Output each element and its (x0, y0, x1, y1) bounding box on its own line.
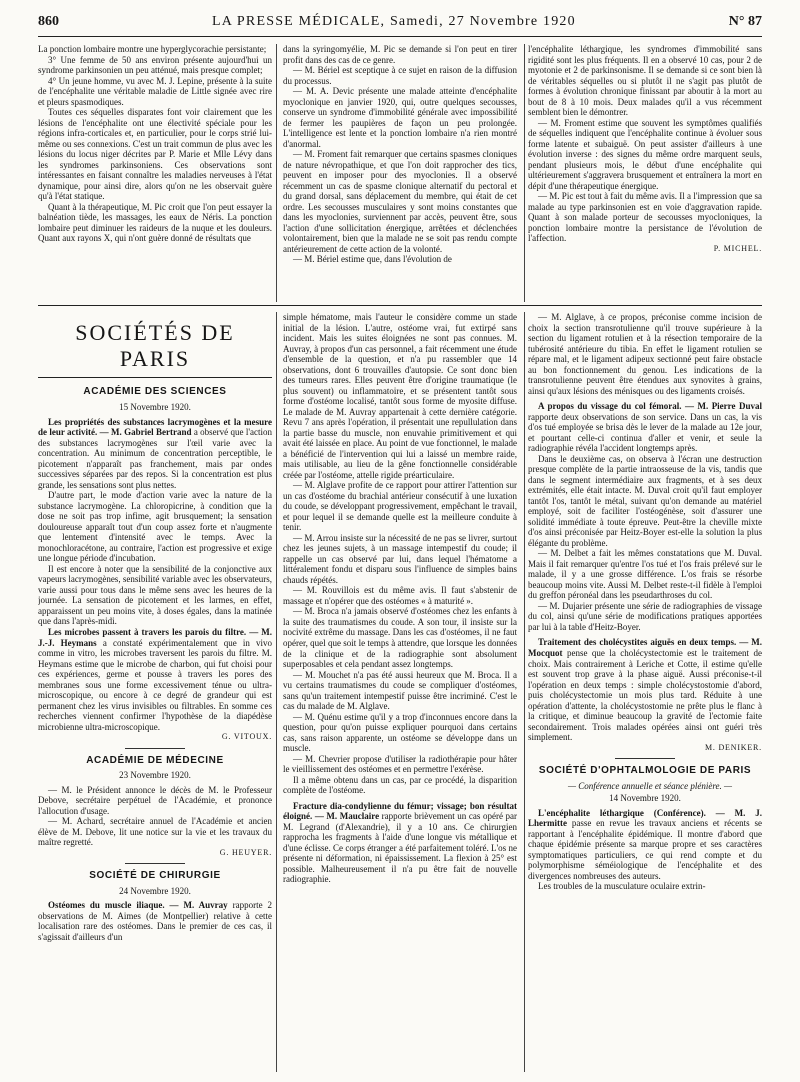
session-date: 14 Novembre 1920. (609, 793, 681, 804)
paragraph: — M. Quénu estime qu'il y a trop d'inconnues encore dans la question, pour qu'on puisse expliquer pourquoi dans certains cas, sans raison apparente, un ostéome se développe dans un muscle. (283, 711, 517, 754)
paragraph: a constaté expérimentalement que in vivo comme in vitro, les microbes traversent les parois du filtre. M. Heymans estime que le microbe de charbon, qui fut choisi pour ces expériences, germe et pousse à travers les pores des membranes sous une forme excessivement ténue ou ultra-microscopique, ou encore à ce degré de grandeur qui est permanent chez les virus invisibles ou filtrables. En somme ces recherches viennent confirmer l'hypothèse de la diapédèse microbienne ultra-microscopique. (38, 637, 272, 732)
societes-section (38, 312, 762, 1072)
paragraph: 3° Une femme de 50 ans environ présente aujourd'hui un syndrome parkinsonien un peu atténué, mais presque complet; (38, 54, 272, 76)
paragraph: Toutes ces séquelles disparates font voir clairement que les lésions de l'encéphalite ont une électivité spéciale pour les régions infra-corticales et, en particulier, pour le corps strié lui-même ou ses connexions. C'est un trait commun de plus avec les lésions du locus niger décrites par P. Marie et Mlle Lévy dans les syndromes parkinsoniens. Ces observations sont intéressantes en faisant connaître les maladies nerveuses à l'état dynamique, pour ainsi dire, alors qu'on ne les observait guère qu'à l'état statique. (38, 107, 272, 202)
top-column-3 (528, 44, 762, 302)
session-subtitle: — Conférence annuelle et séance plénière. — (567, 780, 733, 791)
banner-rule (38, 377, 272, 378)
divider (615, 758, 675, 759)
column-divider (524, 44, 525, 302)
paragraph: Dans le deuxième cas, on observa à l'écran une destruction presque complète de la partie intraosseuse de la vis, tandis que dans le segment intermédiaire aux fragments, et à ses deux extrémités, elle était intacte. M. Duval croit qu'il faut employer tantôt l'os, tantôt le métal, suivant qu'on demande au matériel employé, soit de faciliter l'ostéogénèse, soit d'assurer une solidité immédiate à toute épreuve. Peut-être la cheville mixte d'os ainsi préconisée par Heitz-Boyer est-elle la solution la plus élégante du problème. (528, 453, 762, 548)
paragraph: dans la syringomyélie, M. Pic se demande si l'on peut en tirer profit dans des cas de ce genre. (283, 44, 517, 65)
paragraph: La ponction lombaire montre une hyperglycorachie persistante; (38, 44, 267, 54)
paragraph: — M. Chevrier propose d'utiliser la radiothérapie pour hâter le vieillissement des ostéomes et en permettre l'exérèse. (283, 753, 517, 775)
paragraph: — M. Bériel est sceptique à ce sujet en raison de la diffusion du processus. (283, 65, 517, 86)
page-header (38, 14, 762, 37)
paragraph: — M. A. Devic présente une malade atteinte d'encéphalite myoclonique en janvier 1920, qui, outre quelques secousses, conserve un syndrome d'immobilité générale avec impossibilité de fermer les paupières de façon un peu prolongée. L'intelligence est lente et la ponction lombaire n'a rien montré d'anormal. (283, 86, 517, 149)
paragraph: l'encéphalite léthargique, les syndromes d'immobilité sans rigidité sont les plus fréquents. Il en a observé 10 cas, pour 2 de myotonie et 2 de parkinsonisme. Il se demande si ce sont bien là de véritables séquelles ou si plutôt il ne s'agit pas plutôt de formes à évolution chronique finissant par aboutir à la mort au bout de 8 à 10 mois. Deux malades qu'il a vus récemment semblent bien le démontrer. (528, 44, 762, 118)
article-heading: Traitement des cholécystites aiguës en deux temps. — M. Mocquot (528, 637, 762, 658)
paragraph: 4° Un jeune homme, vu avec M. J. Lepine, présente à la suite de l'encéphalite une véritable maladie de Little signée avec rire et pleurs spasmodiques. (38, 75, 272, 107)
paragraph: — M. Bériel estime que, dans l'évolution de (293, 254, 452, 265)
paragraph: Quant à la thérapeutique, M. Pic croit que l'on peut essayer la balnéation tiède, les massages, les eaux de Néris. La ponction lombaire peut diminuer les raideurs de la nuque et les douleurs. Quant aux rayons X, qui n'ont guère donné de résultats que (38, 201, 272, 244)
article-heading: L'encéphalite léthargique (Conférence). — M. J. Lhermitte (528, 807, 762, 829)
article-heading: Les microbes passent à travers les parois du filtre. — M. J.-J. Heymans (38, 626, 272, 648)
article-heading: Les propriétés des substances lacrymogènes et la mesure de leur activité. — M. Gabriel Bertrand (38, 416, 272, 438)
paragraph: rapporte 2 observations de M. Aimes (de Montpellier) relative à cette localisation rare des ostéomes. Dans le premier de ces cas, il s'agissait d'ailleurs d'un (38, 900, 272, 942)
paragraph: — M. Pic est tout à fait du même avis. Il a l'impression que sa malade au type parkinsonien est en voie d'aggravation rapide. Quant à son malade porteur de secousses myocloniques, la ponction lombaire montre la persistance de l'évolution de l'affection. (528, 191, 762, 244)
column-divider (276, 312, 277, 1072)
paragraph: — M. Broca n'a jamais observé d'ostéomes chez les enfants à la suite des traumatismes du coude. A son tour, il insiste sur la nocivité extrême du massage. Dans les cas d'ostéomes, il ne faut opérer, quel que soit le temps à attendre, que lorsque les données de la clinique et de la radiographie sont absolument superposables et cela pendant assez longtemps. (283, 606, 517, 670)
society-title: ACADÉMIE DE MÉDECINE (86, 754, 224, 766)
issue-number: N° 87 (728, 14, 762, 29)
session-date: 23 Novembre 1920. (119, 770, 191, 781)
author-signature: P. MICHEL. (713, 243, 762, 253)
paragraph: — M. Rouvillois est du même avis. Il faut s'abstenir de massage et n'opérer que des ostéomes « à maturité ». (283, 585, 517, 606)
divider (125, 863, 185, 864)
author-signature: M. DENIKER. (704, 742, 762, 752)
paragraph: rapporte brièvement un cas opéré par M. Legrand (d'Alexandrie), il y a 10 ans. Ce chirurgien rapprocha les fragments à l'aide d'une longue vis métallique et d'une éclisse. Ce corps étranger a été parfaitement toléré. L'os ne présente ni déformation, ni épaississement. La flexion à 25° est possible. Malheureusement il n'a pu être fait de nouvelle radiographie. (283, 811, 517, 885)
page-number: 860 (38, 14, 59, 29)
top-column-2 (283, 44, 517, 302)
column-divider (524, 312, 525, 1072)
journal-title: LA PRESSE MÉDICALE, Samedi, 27 Novembre 1920 (211, 14, 576, 29)
paragraph: — M. Froment fait remarquer que certains spasmes cloniques de nature névropathique, et que l'on doit rapprocher des tics, peuvent en imposer pour des myoclonies. Il a observé récemment un cas de spasme clonique alternatif du pectoral et du grand dorsal, sans déplacement du membre, qui était de cet ordre. Les secousses musculaires y sont moins constantes que dans les myoclonies, surviennent par accès, peuvent être, sous l'action d'une sollicitation énergique, arrêtées et déclenchées volontairement, bien que la malade ne se soit pas rendu compte antérieurement de cette action de la volonté. (283, 149, 517, 254)
paragraph: rapporte deux observations de son service. Dans un cas, la vis d'os tué employée se brisa dès le lever de la malade au 12e jour, et pourtant celle-ci continua d'aller et venir, et seule la radiographie révéla l'accident longtemps après. (528, 411, 762, 454)
column-divider (276, 44, 277, 302)
paragraph: Il est encore à noter que la sensibilité de la conjonctive aux vapeurs lacrymogènes, sensibilité variable avec les observateurs, varie aussi pour tous dans le même sens avec les heures de la journée. La sensation de picotement et les larmes, en effet, apparaissent un peu moins vite, à doses égales, dans la matinée que dans l'après-midi. (38, 563, 272, 627)
session-date: 24 Novembre 1920. (119, 885, 191, 896)
paragraph: — M. Alglave profite de ce rapport pour attirer l'attention sur un cas d'ostéome du brachial antérieur consécutif à une luxation du coude, se développant progressivement, empêchant le travail, et pour lequel il se demande quelle est la meilleure conduite à tenir. (283, 480, 517, 533)
paragraph: passe en revue les travaux anciens et récents se rapportant à l'encéphalite épidémique. Il montre d'abord que chaque épidémie présente sa marque propre et ses caractères symptomatiques particuliers, ce qui rend compte et du polymorphisme séméiologique de l'encéphalite et des divergences nombreuses des auteurs. (528, 818, 762, 881)
paragraph: simple hématome, mais l'auteur le considère comme un stade initial de la lésion. L'autre, ostéome vrai, fut extirpé sans incident. Mais les suites éloignées ne sont pas connues. M. Auvray, à propos d'un cas personnel, a fait récemment une étude d'ensemble de la question, et n'a pu rassembler que 14 observations, dont 6 trouvailles d'autopsie. Ce sont donc bien des tumeurs rares. Elles peuvent être d'origine traumatique (le plus souvent) ou inflammatoire, et se présentent tantôt sous forme d'ostéome localisé, tantôt sous forme de myosite diffuse. Le malade de M. Auvray appartenait à cette dernière catégorie. Revu 7 ans après l'opération, il présentait une repullulation dans la partie basse du muscle, non enuvahie primitivement et qui avait été laissée en place. Au point de vue fonctionnel, le malade a bénéficié de l'intervention qui lui a laissé un membre raide, mais utilisable, au lieu de la gêne fonctionnelle considérable créée par l'ostéome, attelle rigide préarticulaire. (283, 312, 517, 480)
society-title: SOCIÉTÉ D'OPHTALMOLOGIE DE PARIS (538, 764, 752, 776)
society-title: SOCIÉTÉ DE CHIRURGIE (89, 870, 221, 882)
author-signature: G. VITOUX. (221, 732, 272, 742)
paragraph: — M. Achard, secrétaire annuel de l'Académie et ancien élève de M. Debove, lit une notice sur la vie et les travaux du maître regretté. (38, 816, 272, 848)
section-banner: SOCIÉTÉS DE PARIS (75, 320, 235, 371)
author-signature: G. HEUYER. (219, 847, 272, 857)
bottom-column-1 (38, 312, 272, 1072)
bottom-column-3 (528, 312, 762, 1072)
session-date: 15 Novembre 1920. (119, 402, 191, 413)
society-title: ACADÉMIE DES SCIENCES (83, 386, 227, 398)
paragraph: — M. Delbet a fait les mêmes constatations que M. Duval. Mais il fait remarquer qu'entre l'os tué et l'os frais prélevé sur le malade, il y a une grosse différence. L'os frais se résorbe beaucoup moins vite. Aussi M. Delbet reste-t-il fidèle à l'emploi du greffon péronéal dans les pseudarthroses du col. (528, 548, 762, 601)
paragraph: pense que la cholécystectomie est le traitement de choix. Mais contrairement à Leriche et Cotte, il estime qu'elle est souvent trop grave à la phase aiguë. Aussi préconise-t-il l'opération en deux temps : simple cholécystostomie d'abord, puis cholécystectomie un mois plus tard. Réduite à une opération d'attente, la cholécystostomie ne prête plus le flanc à la critique, et diminue beaucoup la gravité de l'ectomie faite secondairement. Trois malades opérées ainsi ont guéri très simplement. (528, 647, 762, 743)
paragraph: — M. Mouchet n'a pas été aussi heureux que M. Broca. Il a vu certains traumatismes du coude se compliquer d'ostéomes, sans qu'un traitement intempestif puisse être incriminé. C'est le cas du malade de M. Alglave. (283, 669, 517, 712)
paragraph: D'autre part, le mode d'action varie avec la nature de la substance lacrymogène. La chloropicrine, à condition que la dose ne soit pas trop infime, agit brusquement; la sensation douloureuse apparaît tout d'un coup assez forte et n'augmente que lentement d'intensité avec le temps. Avec la monochloracétone, au contraire, l'action est progressive et exige une longue période d'incubation. (38, 490, 272, 564)
bottom-column-2 (283, 312, 517, 1072)
section-divider (38, 305, 762, 306)
article-heading: A propos du vissage du col fémoral. — M. Pierre Duval (538, 401, 762, 412)
paragraph: — M. le Président annonce le décès de M. le Professeur Debove, secrétaire perpétuel de l'Académie, et prononce l'allocution d'usage. (38, 784, 272, 816)
paragraph: — M. Arrou insiste sur la nécessité de ne pas se livrer, surtout chez les jeunes sujets, à un massage intempestif du coude; il rappelle un cas observé par lui, dans lequel l'hématome a littéralement fondu et disparu sous l'influence de simples bains chauds répétés. (283, 532, 517, 585)
article-heading: Ostéomes du muscle iliaque. — M. Auvray (48, 900, 228, 911)
article-heading: Fracture dia-condylienne du fémur; vissage; bon résultat éloigné. — M. Mauclaire (283, 800, 517, 822)
paragraph: — M. Dujarier présente une série de radiographies de vissage du col, ainsi qu'une série de modifications pratiques apportées par lui à la table d'Heitz-Boyer. (528, 600, 762, 632)
paragraph: Il a même obtenu dans un cas, par ce procédé, la disparition complète de l'ostéome. (283, 774, 517, 796)
divider (125, 748, 185, 749)
paragraph: a observé que l'action des substances lacrymogènes sur l'œil varie avec la concentration. Au minimum de concentration perceptible, le picotement n'apparaît pas franchement, mais par ondes successives séparées par des repos. Si la concentration est plus grande, les sensations sont plus nettes. (38, 427, 272, 490)
paragraph: — M. Alglave, à ce propos, préconise comme incision de choix la section transrotulienne qu'il trouve supérieure à la section du ligament rotulien et à la résection temporaire de la tubérosité antérieure du tibia. En effet le ligament rotulien se répare mal, et le ligament adipeux sectionné peut faire obstacle au bon fonctionnement du genou. Les indications de la transrotulienne peuvent être étendues aux synovites à grains, ainsi qu'aux lésions des ménisques ou des ligaments croisés. (528, 312, 762, 396)
paragraph: — M. Froment estime que souvent les symptômes qualifiés de séquelles indiquent que l'encéphalite continue à évoluer sous forme latente et subaiguë. On peut assister d'ailleurs à une évolution inverse : des signes du même ordre marquent seuls, pendant plusieurs mois, le début d'une encéphalite qui ultérieurement s'aggravera brusquement et entraînera la mort en dépit d'une thérapeutique énergique. (528, 117, 762, 191)
top-column-1 (38, 44, 272, 302)
paragraph: Les troubles de la musculature oculaire extrin- (538, 881, 706, 892)
top-columns (38, 44, 762, 302)
